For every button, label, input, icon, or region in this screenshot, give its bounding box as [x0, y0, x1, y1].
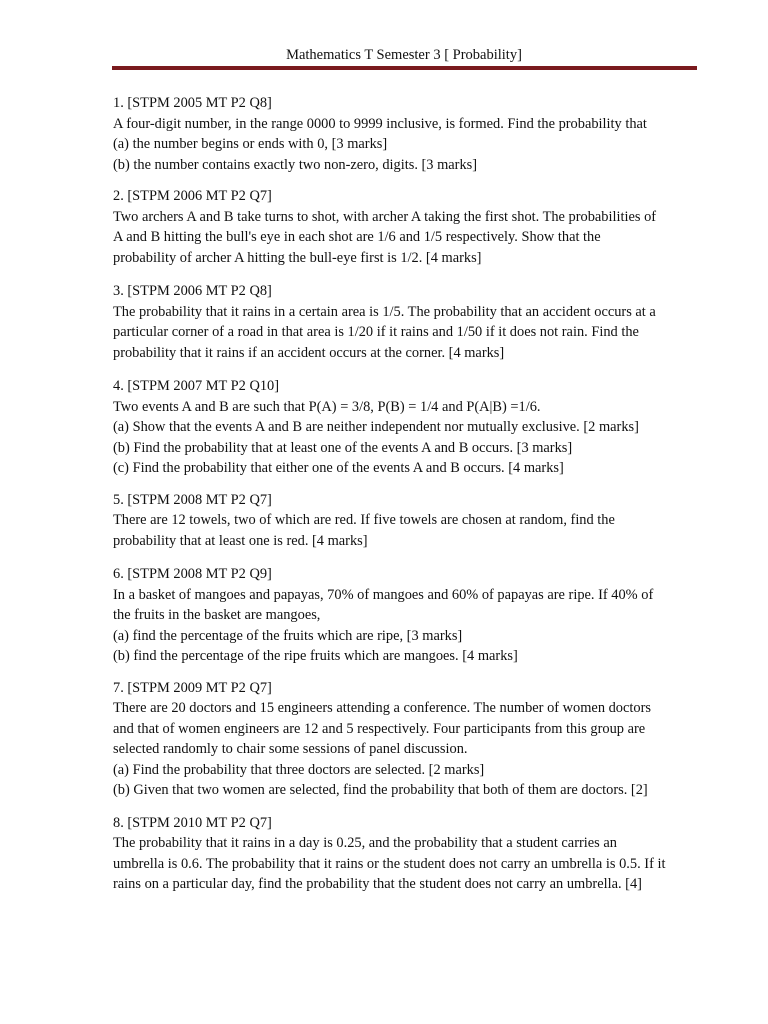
- question-text: the fruits in the basket are mangoes,: [113, 607, 321, 623]
- question-6: [113, 564, 703, 667]
- question-heading: 2. [STPM 2006 MT P2 Q7]: [113, 188, 272, 204]
- question-part: (a) find the percentage of the fruits which are ripe, [3 marks]: [113, 627, 463, 644]
- question-1: [113, 93, 703, 175]
- question-text: The probability that it rains in a certain area is 1/5. The probability that an accident occurs at a: [113, 303, 656, 320]
- question-text: Two archers A and B take turns to shot, with archer A taking the first shot. The probabilities of: [113, 208, 657, 225]
- question-text: probability of archer A hitting the bull-eye first is 1/2. [4 marks]: [113, 249, 482, 266]
- question-text: probability that at least one is red. [4 marks]: [113, 532, 368, 549]
- question-heading: 7. [STPM 2009 MT P2 Q7]: [113, 679, 272, 696]
- question-text: Two events A and B are such that P(A) = 3/8, P(B) = 1/4 and P(A|B) =1/6.: [113, 398, 541, 415]
- question-heading: 3. [STPM 2006 MT P2 Q8]: [113, 283, 272, 299]
- question-5: [113, 490, 703, 552]
- page-title: Mathematics T Semester 3 [ Probability]: [286, 47, 522, 63]
- question-part: (b) find the percentage of the ripe fruits which are mangoes. [4 marks]: [113, 648, 518, 664]
- question-text: particular corner of a road in that area is 1/20 if it rains and 1/50 if it does not rain. Find the: [113, 324, 639, 340]
- question-text: umbrella is 0.6. The probability that it rains or the student does not carry an umbrella is 0.5. If it: [113, 855, 666, 872]
- question-3: [113, 281, 703, 363]
- question-text: rains on a particular day, find the probability that the student does not carry an umbrella. [4]: [113, 876, 642, 892]
- question-part: (a) Find the probability that three doctors are selected. [2 marks]: [113, 761, 485, 778]
- question-text: In a basket of mangoes and papayas, 70% of mangoes and 60% of papayas are ripe. If 40% of: [113, 586, 654, 603]
- question-heading: 6. [STPM 2008 MT P2 Q9]: [113, 566, 272, 582]
- question-part: (b) Find the probability that at least one of the events A and B occurs. [3 marks]: [113, 439, 573, 456]
- question-text: A and B hitting the bull's eye in each shot are 1/6 and 1/5 respectively. Show that the: [113, 229, 601, 245]
- question-heading: 5. [STPM 2008 MT P2 Q7]: [113, 491, 272, 508]
- question-text: and that of women engineers are 12 and 5 respectively. Four participants from this group are: [113, 720, 646, 737]
- question-part: (a) the number begins or ends with 0, [3 marks]: [113, 136, 388, 152]
- question-heading: 1. [STPM 2005 MT P2 Q8]: [113, 95, 272, 111]
- question-text: There are 12 towels, two of which are red. If five towels are chosen at random, find the: [113, 512, 615, 528]
- question-heading: 4. [STPM 2007 MT P2 Q10]: [113, 378, 280, 394]
- question-4: [113, 376, 703, 479]
- question-2: [113, 186, 703, 268]
- question-7: [113, 678, 703, 801]
- question-part: (c) Find the probability that either one of the events A and B occurs. [4 marks]: [113, 460, 564, 476]
- question-text: A four-digit number, in the range 0000 to 9999 inclusive, is formed. Find the probability that: [113, 115, 647, 132]
- question-list: [113, 93, 703, 895]
- question-text: The probability that it rains in a day is 0.25, and the probability that a student carries an: [113, 835, 617, 851]
- question-text: selected randomly to chair some sessions of panel discussion.: [113, 741, 468, 757]
- question-part: (b) Given that two women are selected, find the probability that both of them are doctors. [2]: [113, 782, 648, 798]
- question-text: probability that it rains if an accident occurs at the corner. [4 marks]: [113, 344, 505, 361]
- header-divider: [112, 66, 697, 70]
- question-text: There are 20 doctors and 15 engineers attending a conference. The number of women doctors: [113, 700, 651, 716]
- question-part: (a) Show that the events A and B are neither independent nor mutually exclusive. [2 marks]: [113, 419, 639, 435]
- question-heading: 8. [STPM 2010 MT P2 Q7]: [113, 814, 272, 831]
- question-8: [113, 813, 703, 895]
- question-part: (b) the number contains exactly two non-zero, digits. [3 marks]: [113, 156, 478, 173]
